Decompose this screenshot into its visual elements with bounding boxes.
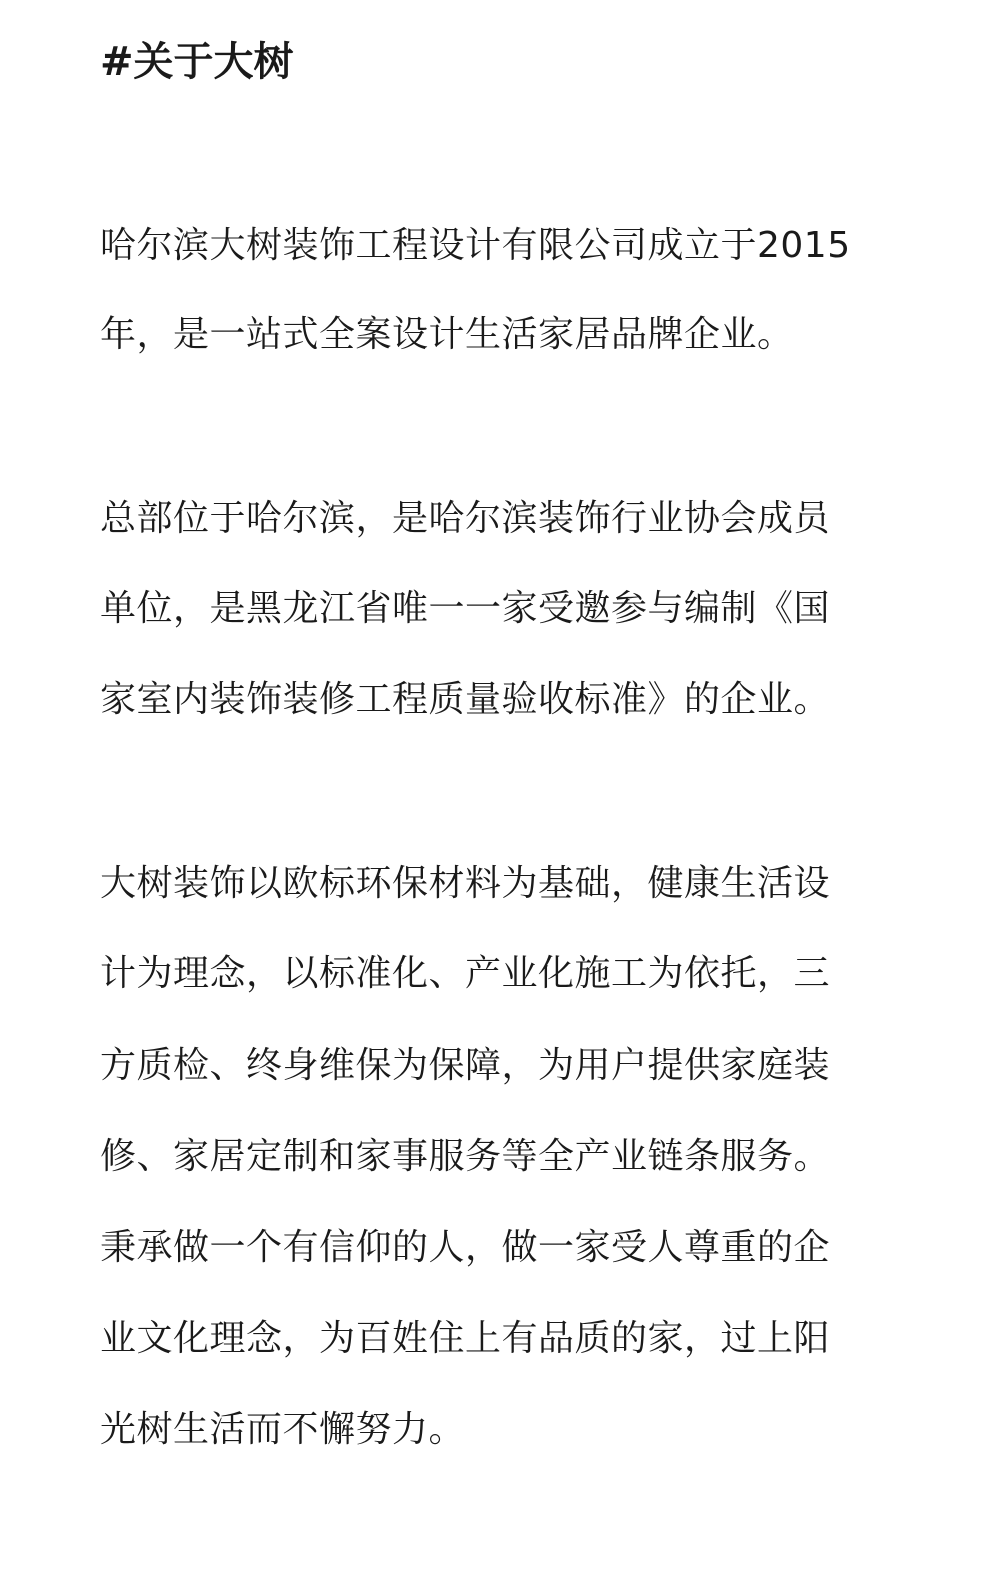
paragraph-line: 哈尔滨大树装饰工程设计有限公司成立于2015 <box>100 225 851 266</box>
paragraph-line: 计为理念，以标准化、产业化施工为依托，三 <box>100 953 831 994</box>
section-heading: #关于大树 <box>100 39 294 85</box>
paragraph-line: 单位，是黑龙江省唯一一家受邀参与编制《国 <box>100 588 831 629</box>
paragraph-line: 光树生活而不懈努力。 <box>100 1409 466 1450</box>
paragraph-line: 大树装饰以欧标环保材料为基础，健康生活设 <box>100 863 831 904</box>
paragraph-line: 业文化理念，为百姓住上有品质的家，过上阳 <box>100 1318 831 1359</box>
paragraph-line: 年，是一站式全案设计生活家居品牌企业。 <box>100 314 794 355</box>
paragraph-line: 家室内装饰装修工程质量验收标准》的企业。 <box>100 679 831 720</box>
paragraph-line: 秉承做一个有信仰的人，做一家受人尊重的企 <box>100 1227 831 1268</box>
paragraph-line: 修、家居定制和家事服务等全产业链条服务。 <box>100 1136 831 1177</box>
paragraph-line: 方质检、终身维保为保障，为用户提供家庭装 <box>100 1045 831 1086</box>
paragraph-line: 总部位于哈尔滨，是哈尔滨装饰行业协会成员 <box>100 498 831 539</box>
